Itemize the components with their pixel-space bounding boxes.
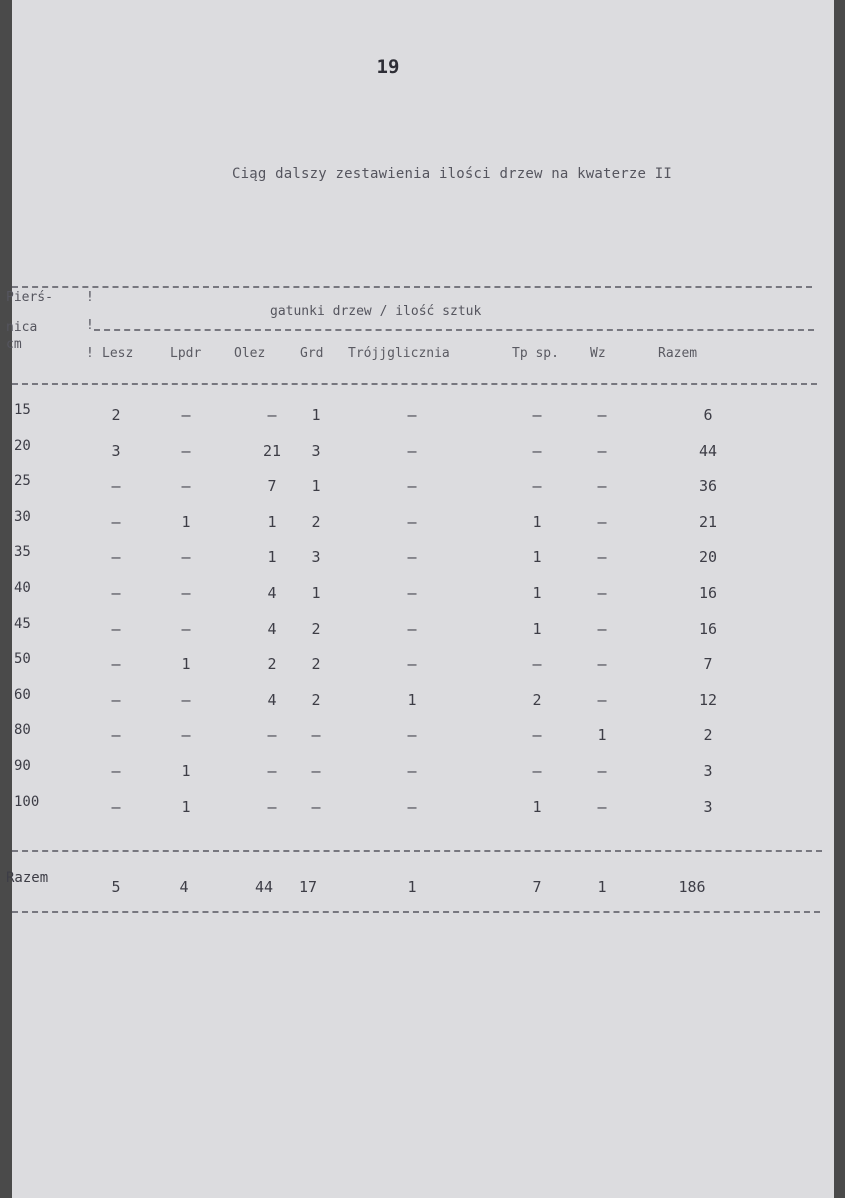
row-label: 25 <box>14 473 31 489</box>
column-header-rule <box>12 383 817 385</box>
table-cell: – <box>407 620 417 638</box>
table-cell: 4 <box>267 620 277 638</box>
left-header-line-3: cm <box>6 337 22 352</box>
table-cell: – <box>407 584 417 602</box>
total-tp-sp: 7 <box>532 878 542 896</box>
table-cell: – <box>111 477 121 495</box>
table-cell: 2 <box>267 655 277 673</box>
table-cell: 2 <box>311 513 321 531</box>
row-label: 45 <box>14 616 31 632</box>
table-cell: 1 <box>532 548 542 566</box>
table-cell: – <box>532 406 542 424</box>
table-cell: – <box>181 691 191 709</box>
col-header-trojj: Trójjglicznia <box>348 346 450 361</box>
column-separator-mark: ! <box>86 346 94 361</box>
table-cell: 1 <box>532 584 542 602</box>
col-header-wz: Wz <box>590 346 606 361</box>
row-label: 40 <box>14 580 31 596</box>
table-cell: – <box>181 406 191 424</box>
table-cell: – <box>181 477 191 495</box>
totals-top-rule <box>12 850 822 852</box>
table-cell: – <box>597 584 607 602</box>
table-cell: – <box>407 406 417 424</box>
table-cell: – <box>267 798 277 816</box>
row-label: 20 <box>14 438 31 454</box>
table-cell: 4 <box>267 691 277 709</box>
table-cell: 3 <box>311 442 321 460</box>
row-label: 35 <box>14 544 31 560</box>
table-cell: 2 <box>703 726 713 744</box>
table-cell: – <box>181 620 191 638</box>
table-cell: – <box>597 798 607 816</box>
table-cell: – <box>111 762 121 780</box>
group-header-rule <box>94 329 814 331</box>
table-bottom-rule <box>12 911 820 913</box>
left-header-line-1: Pierś- <box>6 290 53 305</box>
table-cell: – <box>111 584 121 602</box>
col-header-grd: Grd <box>300 346 324 361</box>
table-cell: 16 <box>698 584 718 602</box>
table-top-rule <box>12 286 812 288</box>
table-cell: 44 <box>698 442 718 460</box>
table-cell: – <box>111 548 121 566</box>
table-cell: 20 <box>698 548 718 566</box>
table-cell: 2 <box>311 691 321 709</box>
table-cell: 2 <box>311 620 321 638</box>
table-cell: 3 <box>111 442 121 460</box>
table-cell: – <box>111 620 121 638</box>
col-header-lpdr: Lpdr <box>170 346 202 361</box>
table-cell: – <box>311 726 321 744</box>
table-cell: – <box>181 442 191 460</box>
total-olez: 44 <box>254 878 274 896</box>
col-header-lesz: Lesz <box>102 346 134 361</box>
table-cell: 1 <box>181 513 191 531</box>
table-cell: 1 <box>407 691 417 709</box>
table-cell: – <box>597 691 607 709</box>
table-cell: – <box>407 477 417 495</box>
table-cell: – <box>407 513 417 531</box>
table-cell: 1 <box>267 513 277 531</box>
table-cell: – <box>597 620 607 638</box>
document-title: Ciąg dalszy zestawienia ilości drzew na kwaterze II <box>231 166 673 182</box>
table-cell: 12 <box>698 691 718 709</box>
table-cell: 1 <box>181 655 191 673</box>
total-trojj: 1 <box>407 878 417 896</box>
table-cell: – <box>532 655 542 673</box>
row-label: 30 <box>14 509 31 525</box>
table-cell: 3 <box>311 548 321 566</box>
table-cell: 1 <box>311 584 321 602</box>
table-cell: 1 <box>532 513 542 531</box>
row-label: 60 <box>14 687 31 703</box>
table-cell: – <box>111 655 121 673</box>
table-cell: – <box>597 513 607 531</box>
table-cell: 1 <box>532 798 542 816</box>
total-razem: 186 <box>678 878 706 896</box>
table-cell: 1 <box>267 548 277 566</box>
table-cell: – <box>597 655 607 673</box>
table-cell: – <box>111 513 121 531</box>
table-cell: – <box>532 442 542 460</box>
table-cell: 3 <box>703 798 713 816</box>
table-cell: 2 <box>311 655 321 673</box>
table-cell: 6 <box>703 406 713 424</box>
table-cell: – <box>311 798 321 816</box>
total-lesz: 5 <box>111 878 121 896</box>
table-cell: – <box>407 726 417 744</box>
table-cell: 16 <box>698 620 718 638</box>
table-cell: – <box>181 548 191 566</box>
totals-label: Razem <box>6 870 49 886</box>
table-cell: – <box>267 762 277 780</box>
table-cell: – <box>532 726 542 744</box>
table-cell: 1 <box>532 620 542 638</box>
page-number: 19 <box>376 56 400 78</box>
table-cell: 21 <box>698 513 718 531</box>
total-wz: 1 <box>597 878 607 896</box>
table-cell: 2 <box>532 691 542 709</box>
table-cell: – <box>532 477 542 495</box>
row-label: 80 <box>14 722 31 738</box>
table-cell: – <box>311 762 321 780</box>
row-label: 100 <box>14 794 40 810</box>
col-header-razem: Razem <box>658 346 698 361</box>
row-label: 90 <box>14 758 31 774</box>
table-cell: – <box>597 477 607 495</box>
table-cell: 3 <box>703 762 713 780</box>
left-header-line-2: nica <box>6 320 38 335</box>
table-cell: – <box>597 406 607 424</box>
row-label: 50 <box>14 651 31 667</box>
table-cell: 1 <box>181 798 191 816</box>
table-cell: 7 <box>703 655 713 673</box>
col-header-olez: Olez <box>234 346 266 361</box>
total-lpdr: 4 <box>179 878 189 896</box>
table-cell: – <box>181 726 191 744</box>
col-header-tp-sp: Tp sp. <box>512 346 559 361</box>
table-cell: – <box>532 762 542 780</box>
table-cell: 7 <box>267 477 277 495</box>
table-cell: – <box>111 798 121 816</box>
row-label: 15 <box>14 402 31 418</box>
table-cell: – <box>267 406 277 424</box>
table-cell: 1 <box>181 762 191 780</box>
table-cell: 1 <box>311 406 321 424</box>
table-cell: – <box>111 726 121 744</box>
table-cell: 4 <box>267 584 277 602</box>
table-cell: – <box>267 726 277 744</box>
table-cell: – <box>597 442 607 460</box>
table-cell: – <box>407 548 417 566</box>
species-group-header: gatunki drzew / ilość sztuk <box>270 304 482 319</box>
table-cell: – <box>407 798 417 816</box>
table-cell: – <box>181 584 191 602</box>
table-cell: – <box>597 762 607 780</box>
table-cell: 2 <box>111 406 121 424</box>
table-cell: 36 <box>698 477 718 495</box>
table-cell: – <box>597 548 607 566</box>
column-separator-mark: ! <box>86 318 94 333</box>
table-cell: – <box>407 762 417 780</box>
column-separator-mark: ! <box>86 290 94 305</box>
table-cell: 21 <box>262 442 282 460</box>
table-cell: – <box>407 655 417 673</box>
table-cell: 1 <box>597 726 607 744</box>
typewritten-page <box>6 0 834 1198</box>
table-cell: – <box>111 691 121 709</box>
total-grd: 17 <box>298 878 318 896</box>
table-cell: 1 <box>311 477 321 495</box>
table-cell: – <box>407 442 417 460</box>
